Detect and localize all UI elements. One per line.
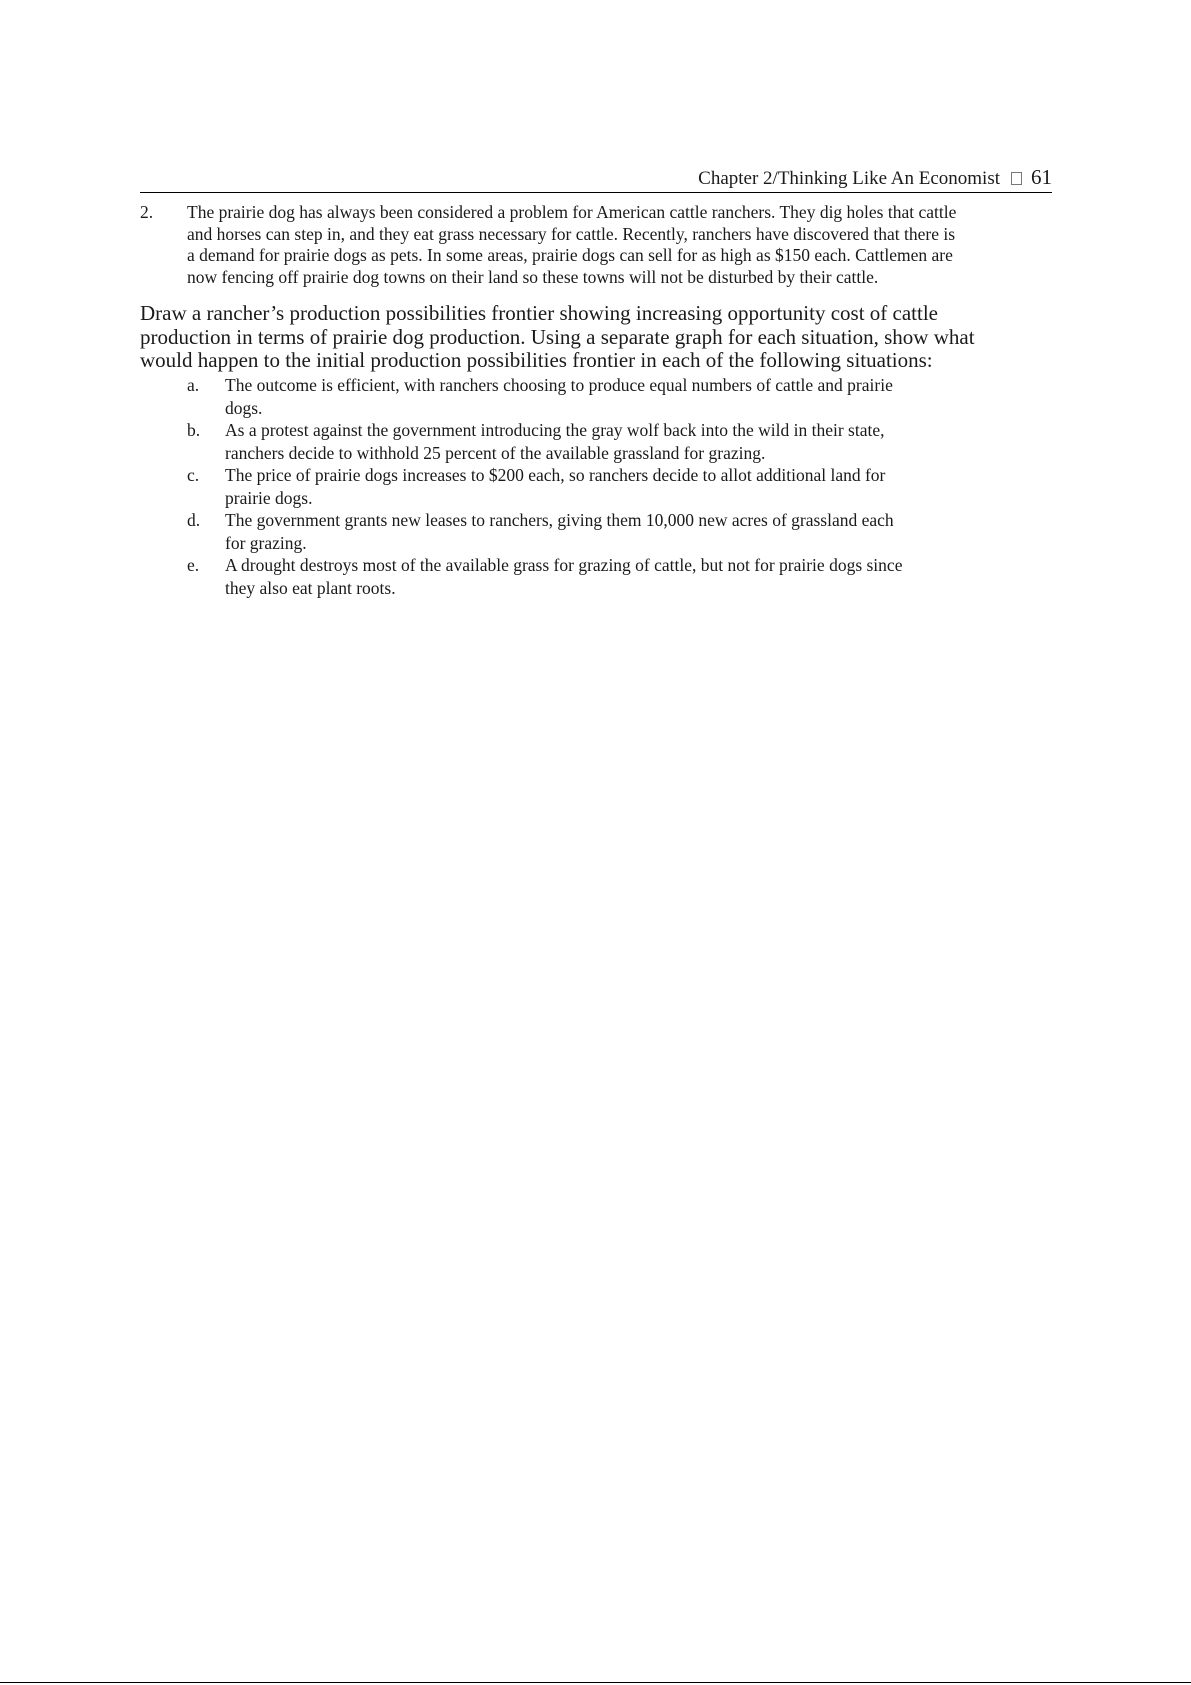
list-item [187,464,1027,509]
item-line: for grazing. [225,532,307,553]
item-line: The outcome is efficient, with ranchers choosing to produce equal numbers of cattle and prairie [225,375,893,395]
item-line: The government grants new leases to ranchers, giving them 10,000 new acres of grassland each [225,510,894,530]
item-marker: d. [187,510,201,530]
question-line: and horses can step in, and they eat grass necessary for cattle. Recently, ranchers have discovered that there is [187,223,956,244]
item-line: ranchers decide to withhold 25 percent of the available grassland for grazing. [225,442,766,463]
item-line: prairie dogs. [225,487,313,508]
item-marker: e. [187,555,200,575]
box-separator-icon [1011,172,1022,185]
instruction-paragraph [140,302,1060,373]
question-2 [140,202,1060,288]
list-item [187,419,1027,464]
page-header [140,166,1052,193]
item-line: dogs. [225,397,263,418]
instruction-line: would happen to the initial production possibilities frontier in each of the following situations: [140,348,933,372]
footer-rule [0,1682,1191,1683]
item-line: The price of prairie dogs increases to $200 each, so ranchers decide to allot additional land for [225,465,886,485]
page-number: 61 [1031,165,1052,189]
item-marker: b. [187,420,201,440]
instruction-line: production in terms of prairie dog production. Using a separate graph for each situation, show what [140,324,975,349]
item-line: they also eat plant roots. [225,577,396,598]
situation-list [187,374,1027,599]
list-item [187,509,1027,554]
question-number: 2. [140,202,154,222]
question-line: a demand for prairie dogs as pets. In some areas, prairie dogs can sell for as high as $150 each. Cattlemen are [187,245,953,265]
question-text [187,202,1060,288]
instruction-line: Draw a rancher’s production possibilities frontier showing increasing opportunity cost of cattle [140,301,938,325]
chapter-title: Chapter 2/Thinking Like An Economist [698,168,1000,189]
item-line: As a protest against the government introducing the gray wolf back into the wild in their state, [225,420,885,440]
list-item [187,554,1027,599]
question-line: The prairie dog has always been considered a problem for American cattle ranchers. They dig holes that cattle [187,202,957,222]
item-marker: a. [187,375,200,395]
list-item [187,374,1027,419]
item-line: A drought destroys most of the available grass for grazing of cattle, but not for prairie dogs since [225,555,903,575]
question-line: now fencing off prairie dog towns on their land so these towns will not be disturbed by their cattle. [187,266,879,287]
item-marker: c. [187,465,200,485]
